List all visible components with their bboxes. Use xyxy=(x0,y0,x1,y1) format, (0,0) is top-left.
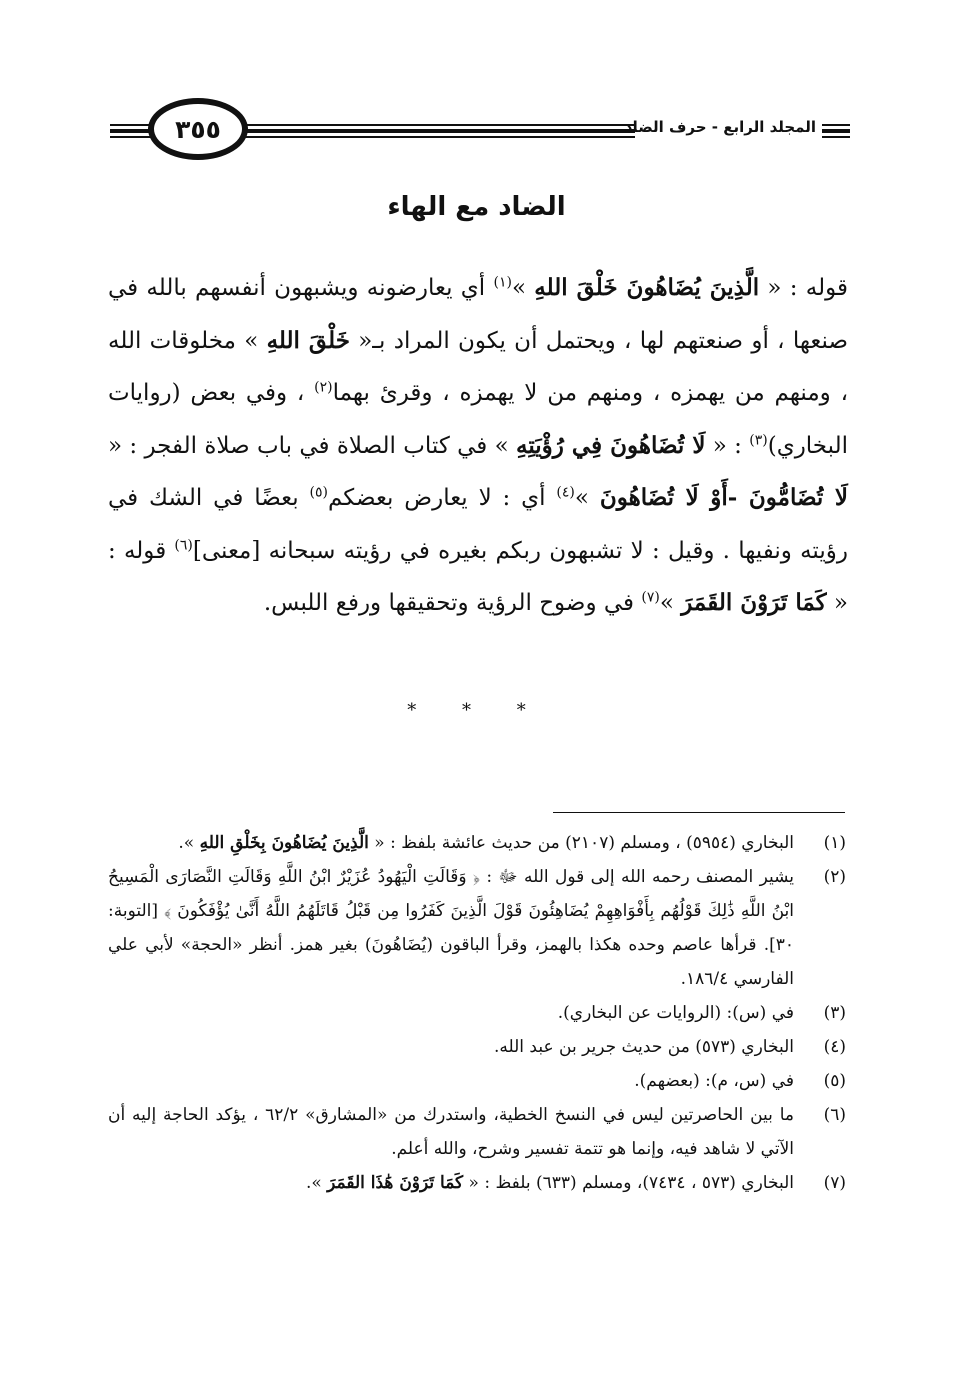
text-run: أي يعارضونه ويشبهون أنفسهم بالله في صنعها ، أو صنعتهم لها ، ويحتمل أن يكون المراد بـ« xyxy=(108,275,848,354)
quote-bold: كَمَا تَرَوْنَ القَمَرَ xyxy=(681,589,827,616)
quote-bold: خَلْقَ اللهِ xyxy=(266,326,350,354)
text-run: في وضوح الرؤية وتحقيقها ورفع اللبس. xyxy=(263,590,642,616)
footnote-item xyxy=(108,1098,848,1166)
footnote-text: البخاري (٥٩٥٤) ، ومسلم (٢١٠٧) من حديث عائشة بلفظ : « الَّذِينَ يُضَاهُونَ بِخَلْقِ اللهِ ». xyxy=(178,833,794,853)
footnote-number: (٢) xyxy=(823,867,846,887)
quote-bold: لَا تُضَاهُونَ فِي رُؤْيَتِهِ xyxy=(516,431,706,459)
footnote-number: (١) xyxy=(823,833,846,853)
footnote-text: في (س): (الروايات عن البخاري). xyxy=(557,1003,794,1023)
text-run: : « xyxy=(705,432,750,459)
footnote-ref[interactable]: (٥) xyxy=(309,484,328,501)
footnote-item xyxy=(108,860,848,996)
footnote-ref[interactable]: (٤) xyxy=(556,484,575,501)
footnote-ref[interactable]: (٣) xyxy=(749,431,768,448)
running-title: المجلد الرابع - حرف الضاد xyxy=(624,118,816,136)
footnote-number: (٤) xyxy=(823,1037,846,1057)
footnote-number: (٧) xyxy=(823,1173,846,1193)
text-run: قوله : « xyxy=(108,537,848,616)
text-run: » في كتاب الصلاة في باب صلاة الفجر : « xyxy=(108,432,516,459)
quote-bold: الَّذِينَ يُضَاهُونَ خَلْقَ اللهِ xyxy=(534,274,760,301)
footnote-text: البخاري (٥٧٣) من حديث جرير بن عبد الله. xyxy=(493,1037,794,1057)
footnote-ref[interactable]: (٧) xyxy=(641,589,660,606)
footnote-divider xyxy=(553,812,845,813)
footnote-text: البخاري (٥٧٣ ، ٧٤٣٤)، ومسلم (٦٣٣) بلفظ : « كَمَا تَرَوْنَ هَٰذَا القَمَرَ ». xyxy=(305,1173,794,1193)
footnotes xyxy=(108,826,848,1200)
footnote-text: في (س، م): (بعضهم). xyxy=(634,1071,794,1091)
footnote-item xyxy=(108,996,848,1030)
page-number-badge: ٣٥٥ xyxy=(148,98,248,160)
footnote-text: يشير المصنف رحمه الله إلى قول الله ﷻ : ﴿ وَقَالَتِ الْيَهُودُ عُزَيْرٌ ابْنُ اللَّهِ وَقَالَتِ النَّصَارَى الْمَسِيحُ ابْنُ اللَّهِ ذَٰلِكَ قَوْلُهُم بِأَفْوَاهِهِمْ يُضَاهِئُونَ قَوْلَ الَّذِينَ كَفَرُوا مِن قَبْلُ قَاتَلَهُمُ اللَّهُ أَنَّىٰ يُؤْفَكُونَ ﴾ [التوبة: ٣٠]. قرأها عاصم وحده هكذا بالهمز، وقرأ الباقون (يُضَاهُونَ) بغير همز. أنظر «الحجة» لأبي علي الفارسي ١٨٦/٤. xyxy=(108,867,794,989)
header-rule-right xyxy=(822,124,850,138)
footnote-ref[interactable]: (٢) xyxy=(314,379,333,396)
footnote-item xyxy=(108,1064,848,1098)
footnote-number: (٦) xyxy=(823,1105,846,1125)
text-run: ، وفي بعض (روايات البخاري) xyxy=(108,380,848,459)
text-run: أي : لا يعارض بعضكم xyxy=(327,485,557,511)
header-rule-center xyxy=(242,124,635,138)
footnote-number: (٥) xyxy=(823,1071,846,1091)
text-run: » xyxy=(511,275,535,301)
text-run: بعضًا في الشك في رؤيته ونفيها . وقيل : لا تشبهون ربكم بغيره في رؤيته سبحانه [معنى] xyxy=(108,485,848,564)
footnote-item xyxy=(108,1166,848,1200)
text-run: » xyxy=(659,590,682,616)
page-header xyxy=(110,95,850,165)
text-run: قوله : « xyxy=(759,275,848,301)
section-separator: * * * xyxy=(407,700,546,721)
footnote-item xyxy=(108,826,848,860)
body-paragraph xyxy=(108,262,848,630)
footnote-ref[interactable]: (٦) xyxy=(174,536,193,553)
footnote-number: (٣) xyxy=(823,1003,846,1023)
footnote-ref[interactable]: (١) xyxy=(493,274,512,291)
body-text xyxy=(108,262,848,630)
quote-bold: لَا تُضَامُّونَ -أَوْ لَا تُضَاهُونَ xyxy=(599,484,849,511)
section-title: الضاد مع الهاء xyxy=(387,192,566,222)
footnote-item xyxy=(108,1030,848,1064)
footnote-text: ما بين الحاصرتين ليس في النسخ الخطية، واستدرك من «المشارق» ٦٢/٢ ، يؤكد الحاجة إليه أن الآتي لا شاهد فيه، وإنما هو تتمة تفسير وشرح، والله أعلم. xyxy=(108,1105,795,1159)
text-run: » xyxy=(574,485,600,511)
text-run: » مخلوقات الله ، ومنهم من يهمزه ، ومنهم من لا يهمزه ، وقرئ بهما xyxy=(108,327,848,406)
